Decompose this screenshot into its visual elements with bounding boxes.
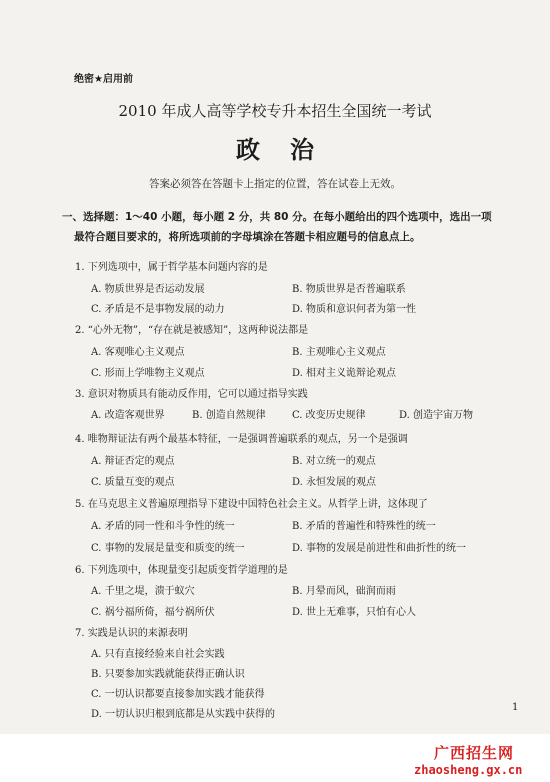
question-5-option-c: C. 事物的发展是量变和质变的统一 (91, 543, 245, 554)
question-6-option-d: D. 世上无难事，只怕有心人 (292, 607, 417, 618)
question-5-option-d: D. 事物的发展是前进性和曲折性的统一 (292, 543, 467, 554)
question-5-option-a: A. 矛盾的同一性和斗争性的统一 (91, 521, 235, 532)
question-3-option-b: B. 创造自然规律 (192, 410, 266, 421)
question-2-option-d: D. 相对主义诡辩论观点 (292, 368, 397, 379)
subject-title: 政治 (236, 135, 344, 164)
question-3-stem: 3. 意识对物质具有能动反作用，它可以通过指导实践 (75, 389, 308, 400)
question-4-option-c: C. 质量互变的观点 (91, 477, 175, 488)
question-3-option-d: D. 创造宇宙万物 (399, 410, 474, 421)
question-2-stem: 2. “心外无物”，“存在就是被感知”，这两种说法都是 (75, 325, 309, 336)
question-7-option-b: B. 只要参加实践就能获得正确认识 (91, 669, 245, 680)
instruction-line-1: 一、选择题：1～40 小题，每小题 2 分，共 80 分。在每小题给出的四个选项中，选出一项 (62, 211, 492, 223)
question-3-option-c: C. 改变历史规律 (292, 410, 366, 421)
question-4-stem: 4. 唯物辩证法有两个最基本特征，一是强调普遍联系的观点，另一个是强调 (75, 434, 408, 445)
question-2-option-b: B. 主观唯心主义观点 (292, 347, 386, 358)
page-number: 1 (512, 702, 519, 713)
question-5-option-b: B. 矛盾的普遍性和特殊性的统一 (292, 521, 436, 532)
question-3-option-a: A. 改造客观世界 (91, 410, 165, 421)
question-6-option-c: C. 祸兮福所倚，福兮祸所伏 (91, 607, 215, 618)
question-7-option-a: A. 只有直接经验来自社会实践 (91, 649, 225, 660)
question-2-option-c: C. 形而上学唯物主义观点 (91, 368, 205, 379)
instruction-line-2: 最符合题目要求的，将所选项前的字母填涂在答题卡相应题号的信息点上。 (74, 231, 421, 243)
answer-notice: 答案必须答在答题卡上指定的位置，答在试卷上无效。 (149, 178, 401, 190)
question-4-option-a: A. 辩证否定的观点 (91, 456, 175, 467)
question-1-option-c: C. 矛盾是不是事物发展的动力 (91, 304, 225, 315)
question-2-option-a: A. 客观唯心主义观点 (91, 347, 185, 358)
question-1-option-b: B. 物质世界是否普遍联系 (292, 284, 406, 295)
question-7-option-c: C. 一切认识都要直接参加实践才能获得 (91, 689, 265, 700)
question-7-option-d: D. 一切认识归根到底都是从实践中获得的 (91, 709, 276, 720)
question-1-option-d: D. 物质和意识何者为第一性 (292, 304, 417, 315)
exam-title: 2010 年成人高等学校专升本招生全国统一考试 (118, 102, 432, 120)
watermark-site-url: zhaosheng.gx.cn (414, 763, 523, 777)
watermark-site-name: 广西招生网 (434, 744, 515, 762)
section-instructions (62, 207, 502, 247)
question-4-option-b: B. 对立统一的观点 (292, 456, 376, 467)
question-1-option-a: A. 物质世界是否运动发展 (91, 284, 205, 295)
question-6-stem: 6. 下列选项中，体现量变引起质变哲学道理的是 (75, 565, 288, 576)
question-6-option-a: A. 千里之堤，溃于蚁穴 (91, 586, 195, 597)
question-1-stem: 1. 下列选项中，属于哲学基本问题内容的是 (75, 262, 268, 273)
question-6-option-b: B. 月晕而风，础润而雨 (292, 586, 396, 597)
question-4-option-d: D. 永恒发展的观点 (292, 477, 377, 488)
question-5-stem: 5. 在马克思主义普遍原理指导下建设中国特色社会主义。从哲学上讲，这体现了 (75, 499, 428, 510)
question-7-stem: 7. 实践是认识的来源表明 (75, 628, 188, 639)
confidential-label: 绝密★启用前 (74, 74, 133, 85)
